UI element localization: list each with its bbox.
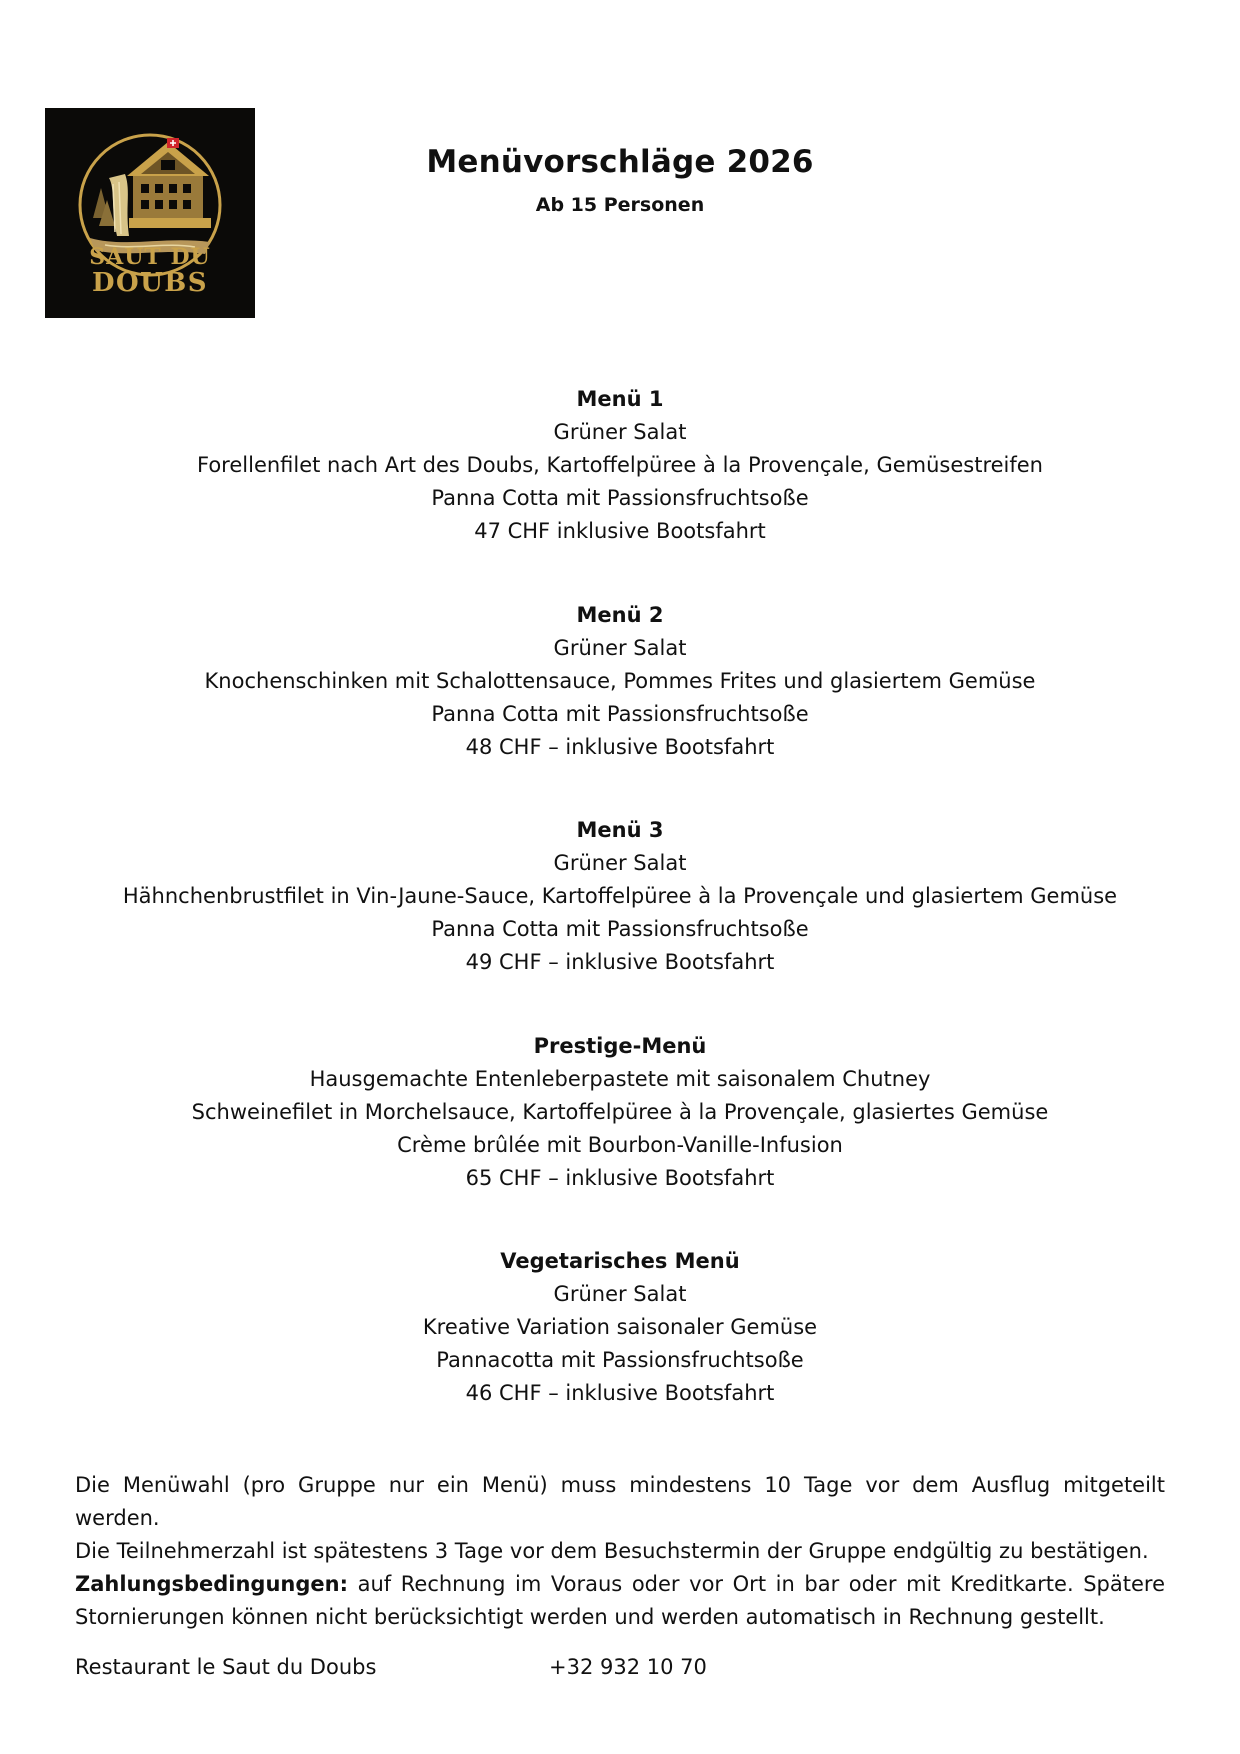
menu-title: Vegetarisches Menü	[500, 1249, 740, 1273]
menu-block	[0, 814, 1240, 1030]
menu-course: Panna Cotta mit Passionsfruchtsoße	[431, 701, 809, 726]
menu-course: Hähnchenbrustfilet in Vin-Jaune-Sauce, Kartoffelpüree à la Provençale und glasiertem Gemüse	[122, 884, 1118, 908]
menu-title: Menü 2	[576, 602, 664, 627]
menu-course: Kreative Variation saisonaler Gemüse	[422, 1315, 818, 1339]
menu-block	[0, 1030, 1240, 1246]
menu-block	[0, 1245, 1240, 1461]
menu-title: Menü 3	[576, 818, 664, 842]
menu-block	[0, 383, 1240, 599]
menu-block	[0, 599, 1240, 815]
menu-course: Grüner Salat	[553, 851, 687, 875]
phone-number: +32 932 10 70	[549, 1655, 707, 1679]
menu-course: Panna Cotta mit Passionsfruchtsoße	[431, 917, 809, 941]
menu-course: Grüner Salat	[553, 420, 687, 444]
menu-price: 46 CHF – inklusive Bootsfahrt	[465, 1381, 775, 1405]
menu-title: Prestige-Menü	[533, 1033, 707, 1058]
payment-label: Zahlungsbedingungen:	[75, 1572, 348, 1596]
menu-list	[0, 383, 1240, 1461]
restaurant-name: Restaurant le Saut du Doubs	[75, 1655, 377, 1679]
menu-course: Pannacotta mit Passionsfruchtsoße	[436, 1348, 804, 1372]
menu-course: Hausgemachte Entenleberpastete mit saisonalem Chutney	[309, 1066, 931, 1091]
menu-course: Knochenschinken mit Schalottensauce, Pommes Frites und glasiertem Gemüse	[204, 668, 1036, 693]
svg-text:SAUT DU: SAUT DU	[89, 244, 211, 270]
menu-price: 49 CHF – inklusive Bootsfahrt	[465, 950, 775, 974]
menu-course: Grüner Salat	[553, 635, 687, 660]
menu-course: Grüner Salat	[553, 1282, 687, 1306]
menu-price: 47 CHF inklusive Bootsfahrt	[474, 519, 766, 543]
menu-course: Crème brûlée mit Bourbon-Vanille-Infusion	[397, 1132, 843, 1157]
menu-price: 65 CHF – inklusive Bootsfahrt	[465, 1165, 775, 1190]
menu-course: Forellenfilet nach Art des Doubs, Kartoffelpüree à la Provençale, Gemüsestreifen	[197, 453, 1043, 477]
page-subtitle: Ab 15 Personen	[535, 194, 705, 216]
payment-terms	[75, 1568, 1165, 1634]
menu-title: Menü 1	[576, 387, 664, 411]
booking-terms	[75, 1469, 1165, 1634]
page-title: Menüvorschläge 2026	[426, 144, 814, 180]
menu-price: 48 CHF – inklusive Bootsfahrt	[465, 734, 775, 759]
participant-note: Die Teilnehmerzahl ist spätestens 3 Tage vor dem Besuchstermin der Gruppe endgültig zu bestätigen.	[75, 1539, 1149, 1563]
svg-text:DOUBS: DOUBS	[91, 268, 209, 298]
menu-course: Panna Cotta mit Passionsfruchtsoße	[431, 486, 809, 510]
menu-choice-note: Die Menüwahl (pro Gruppe nur ein Menü) muss mindestens 10 Tage vor dem Ausflug mitgeteilt werden.	[75, 1473, 1165, 1530]
payment-text: auf Rechnung im Voraus oder vor Ort in bar oder mit Kreditkarte. Spätere Stornierungen können nicht berücksichtigt werden und werden automatisch in Rechnung gestellt.	[75, 1572, 1165, 1629]
menu-course: Schweinefilet in Morchelsauce, Kartoffelpüree à la Provençale, glasiertes Gemüse	[191, 1099, 1049, 1124]
